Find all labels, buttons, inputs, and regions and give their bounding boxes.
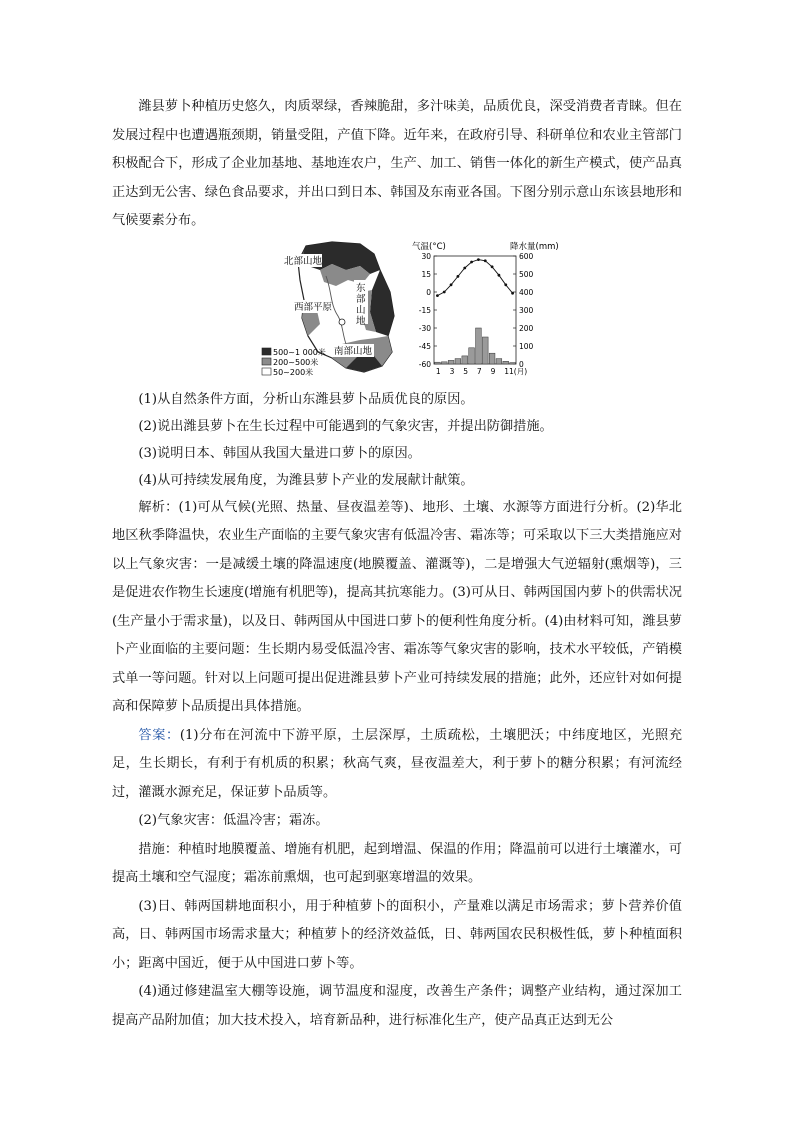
climate-chart <box>412 240 559 380</box>
map-label-east-4: 地 <box>356 315 366 327</box>
y-left-tick-label: 0 <box>426 287 431 297</box>
chart-title-precipitation: 降水量(mm) <box>510 241 559 252</box>
temperature-point <box>498 273 501 276</box>
map-label-east-2: 部 <box>356 293 366 305</box>
precipitation-bar <box>482 337 488 364</box>
precipitation-bar <box>462 355 468 363</box>
temperature-point <box>491 265 494 268</box>
x-tick-label: 7 <box>476 366 482 376</box>
question-4: (4)从可持续发展角度，为潍县萝卜产业的发展献计献策。 <box>138 472 474 488</box>
precipitation-bar <box>441 361 447 363</box>
precipitation-bar <box>448 360 454 364</box>
y-right-tick-label: 500 <box>519 269 534 279</box>
precipitation-bar <box>503 361 509 364</box>
precipitation-bar <box>435 362 441 364</box>
x-tick-label: 1 <box>435 366 441 376</box>
precipitation-bar <box>469 347 475 363</box>
legend-label-high: 500~1 000米 <box>273 347 326 357</box>
y-right-tick-label: 400 <box>519 287 534 297</box>
question-1: (1)从自然条件方面，分析山东潍县萝卜品质优良的原因。 <box>138 391 474 407</box>
temperature-line <box>437 259 512 295</box>
document-body <box>112 93 682 1035</box>
x-tick-label: 9 <box>490 366 496 376</box>
temperature-point <box>457 275 460 278</box>
temperature-point <box>450 283 453 286</box>
answer-2-measures: 措施：种植时地膜覆盖、增施有机肥，起到增温、保温的作用；降温前可以进行土壤灌水，可提高土壤和空气湿度；霜冻前熏烟，也可起到驱寒增温的效果。 <box>112 841 682 885</box>
temperature-point <box>504 283 507 286</box>
answer-label: 答案： <box>138 727 180 743</box>
y-left-tick-label: 30 <box>421 251 431 261</box>
map-label-east-1: 东 <box>356 282 366 294</box>
answer-1 <box>112 722 682 808</box>
precipitation-bar <box>510 362 516 363</box>
plot-frame <box>434 256 516 364</box>
y-left-tick-label: -15 <box>418 305 431 315</box>
temperature-point <box>436 294 439 297</box>
answer-4: (4)通过修建温室大棚等设施，调节温度和湿度，改善生产条件；调整产业结构，通过深加工提高产品附加值；加大技术投入，培育新品种，进行标准化生产，使产品真正达到无公 <box>112 984 682 1028</box>
y-right-tick-label: 0 <box>519 359 524 369</box>
analysis-paragraph: 解析：(1)可从气候(光照、热量、昼夜温差等)、地形、土壤、水源等方面进行分析。(2)华北地区秋季降温快，农业生产面临的主要气象灾害有低温冷害、霜冻等；可采取以下三大类措施应对以上气象灾害：一是减缓土壤的降温速度(地膜覆盖、灌溉等)，二是增强大气逆辐射(熏烟等)，三是促进农作物生长速度(增施有机肥等)，提高其抗寒能力。(3)可从日、韩两国国内萝卜的供需状况(生产量小于需求量)，以及日、韩两国从中国进口萝卜的便利性角度分析。(4)由材料可知，潍县萝卜产业面临的主要问题：生长期内易受低温冷害、霜冻等气象灾害的影响，技术水平较低，产销模式单一等问题。针对以上问题可提出促进潍县萝卜产业可持续发展的措施；此外，还应针对如何提高和保障萝卜品质提出具体措施。 <box>112 499 682 714</box>
temperature-point <box>511 291 514 294</box>
y-right-tick-label: 100 <box>519 341 534 351</box>
question-3: (3)说明日本、韩国从我国大量进口萝卜的原因。 <box>138 445 421 461</box>
y-right-tick-label: 200 <box>519 323 534 333</box>
temperature-point <box>463 266 466 269</box>
y-right-tick-label: 600 <box>519 251 534 261</box>
legend-label-mid: 200~500米 <box>273 357 319 367</box>
x-tick-label: 3 <box>449 366 455 376</box>
legend-label-low: 50~200米 <box>273 367 314 377</box>
y-right-tick-label: 300 <box>519 305 534 315</box>
precipitation-bar <box>489 353 495 364</box>
precipitation-bar <box>476 328 482 364</box>
chart-title-temperature: 气温(°C) <box>412 241 446 252</box>
legend-swatch-low <box>262 368 271 375</box>
map-label-south: 南部山地 <box>334 345 373 357</box>
y-left-tick-label: -45 <box>418 341 431 351</box>
map-label-east-3: 山 <box>356 304 366 316</box>
temperature-point <box>470 260 473 263</box>
temperature-point <box>443 290 446 293</box>
temperature-point <box>484 259 487 262</box>
precipitation-bar <box>455 358 461 363</box>
y-left-tick-label: 15 <box>421 269 431 279</box>
map-label-west: 西部平原 <box>294 301 333 313</box>
y-left-tick-label: -30 <box>418 323 431 333</box>
question-2: (2)说出潍县萝卜在生长过程中可能遇到的气象灾害，并提出防御措施。 <box>138 418 553 434</box>
x-tick-label: 11(月) <box>504 366 528 376</box>
x-tick-label: 5 <box>463 366 469 376</box>
legend-swatch-mid <box>262 358 271 365</box>
terrain-map <box>262 240 412 380</box>
answer-1-text: (1)分布在河流中下游平原，土层深厚，土质疏松，土壤肥沃；中纬度地区，光照充足，生长期长，有利于有机质的积累；秋高气爽，昼夜温差大，利于萝卜的糖分积累；有河流经过，灌溉水源充足，保证萝卜品质等。 <box>112 727 683 800</box>
map-label-north: 北部山地 <box>284 255 323 267</box>
figure <box>112 240 682 380</box>
intro-paragraph: 潍县萝卜种植历史悠久，肉质翠绿，香辣脆甜，多汁味美，品质优良，深受消费者青睐。但在发展过程中也遭遇瓶颈期，销量受阻，产值下降。近年来，在政府引导、科研单位和农业主管部门积极配合下，形成了企业加基地、基地连农户，生产、加工、销售一体化的新生产模式，使产品真正达到无公害、绿色食品要求，并出口到日本、韩国及东南亚各国。下图分别示意山东该县地形和气候要素分布。 <box>112 99 682 228</box>
legend-swatch-high <box>262 348 271 355</box>
answer-2-disasters: (2)气象灾害：低温冷害；霜冻。 <box>138 813 329 828</box>
precipitation-bar <box>496 358 502 363</box>
temperature-point <box>477 258 480 261</box>
answer-3: (3)日、韩两国耕地面积小，用于种植萝卜的面积小，产量难以满足市场需求；萝卜营养价值高，日、韩两国市场需求量大；种植萝卜的经济效益低，日、韩两国农民积极性低，萝卜种植面积小；距离中国近，便于从中国进口萝卜等。 <box>112 898 682 971</box>
y-left-tick-label: -60 <box>418 359 431 369</box>
